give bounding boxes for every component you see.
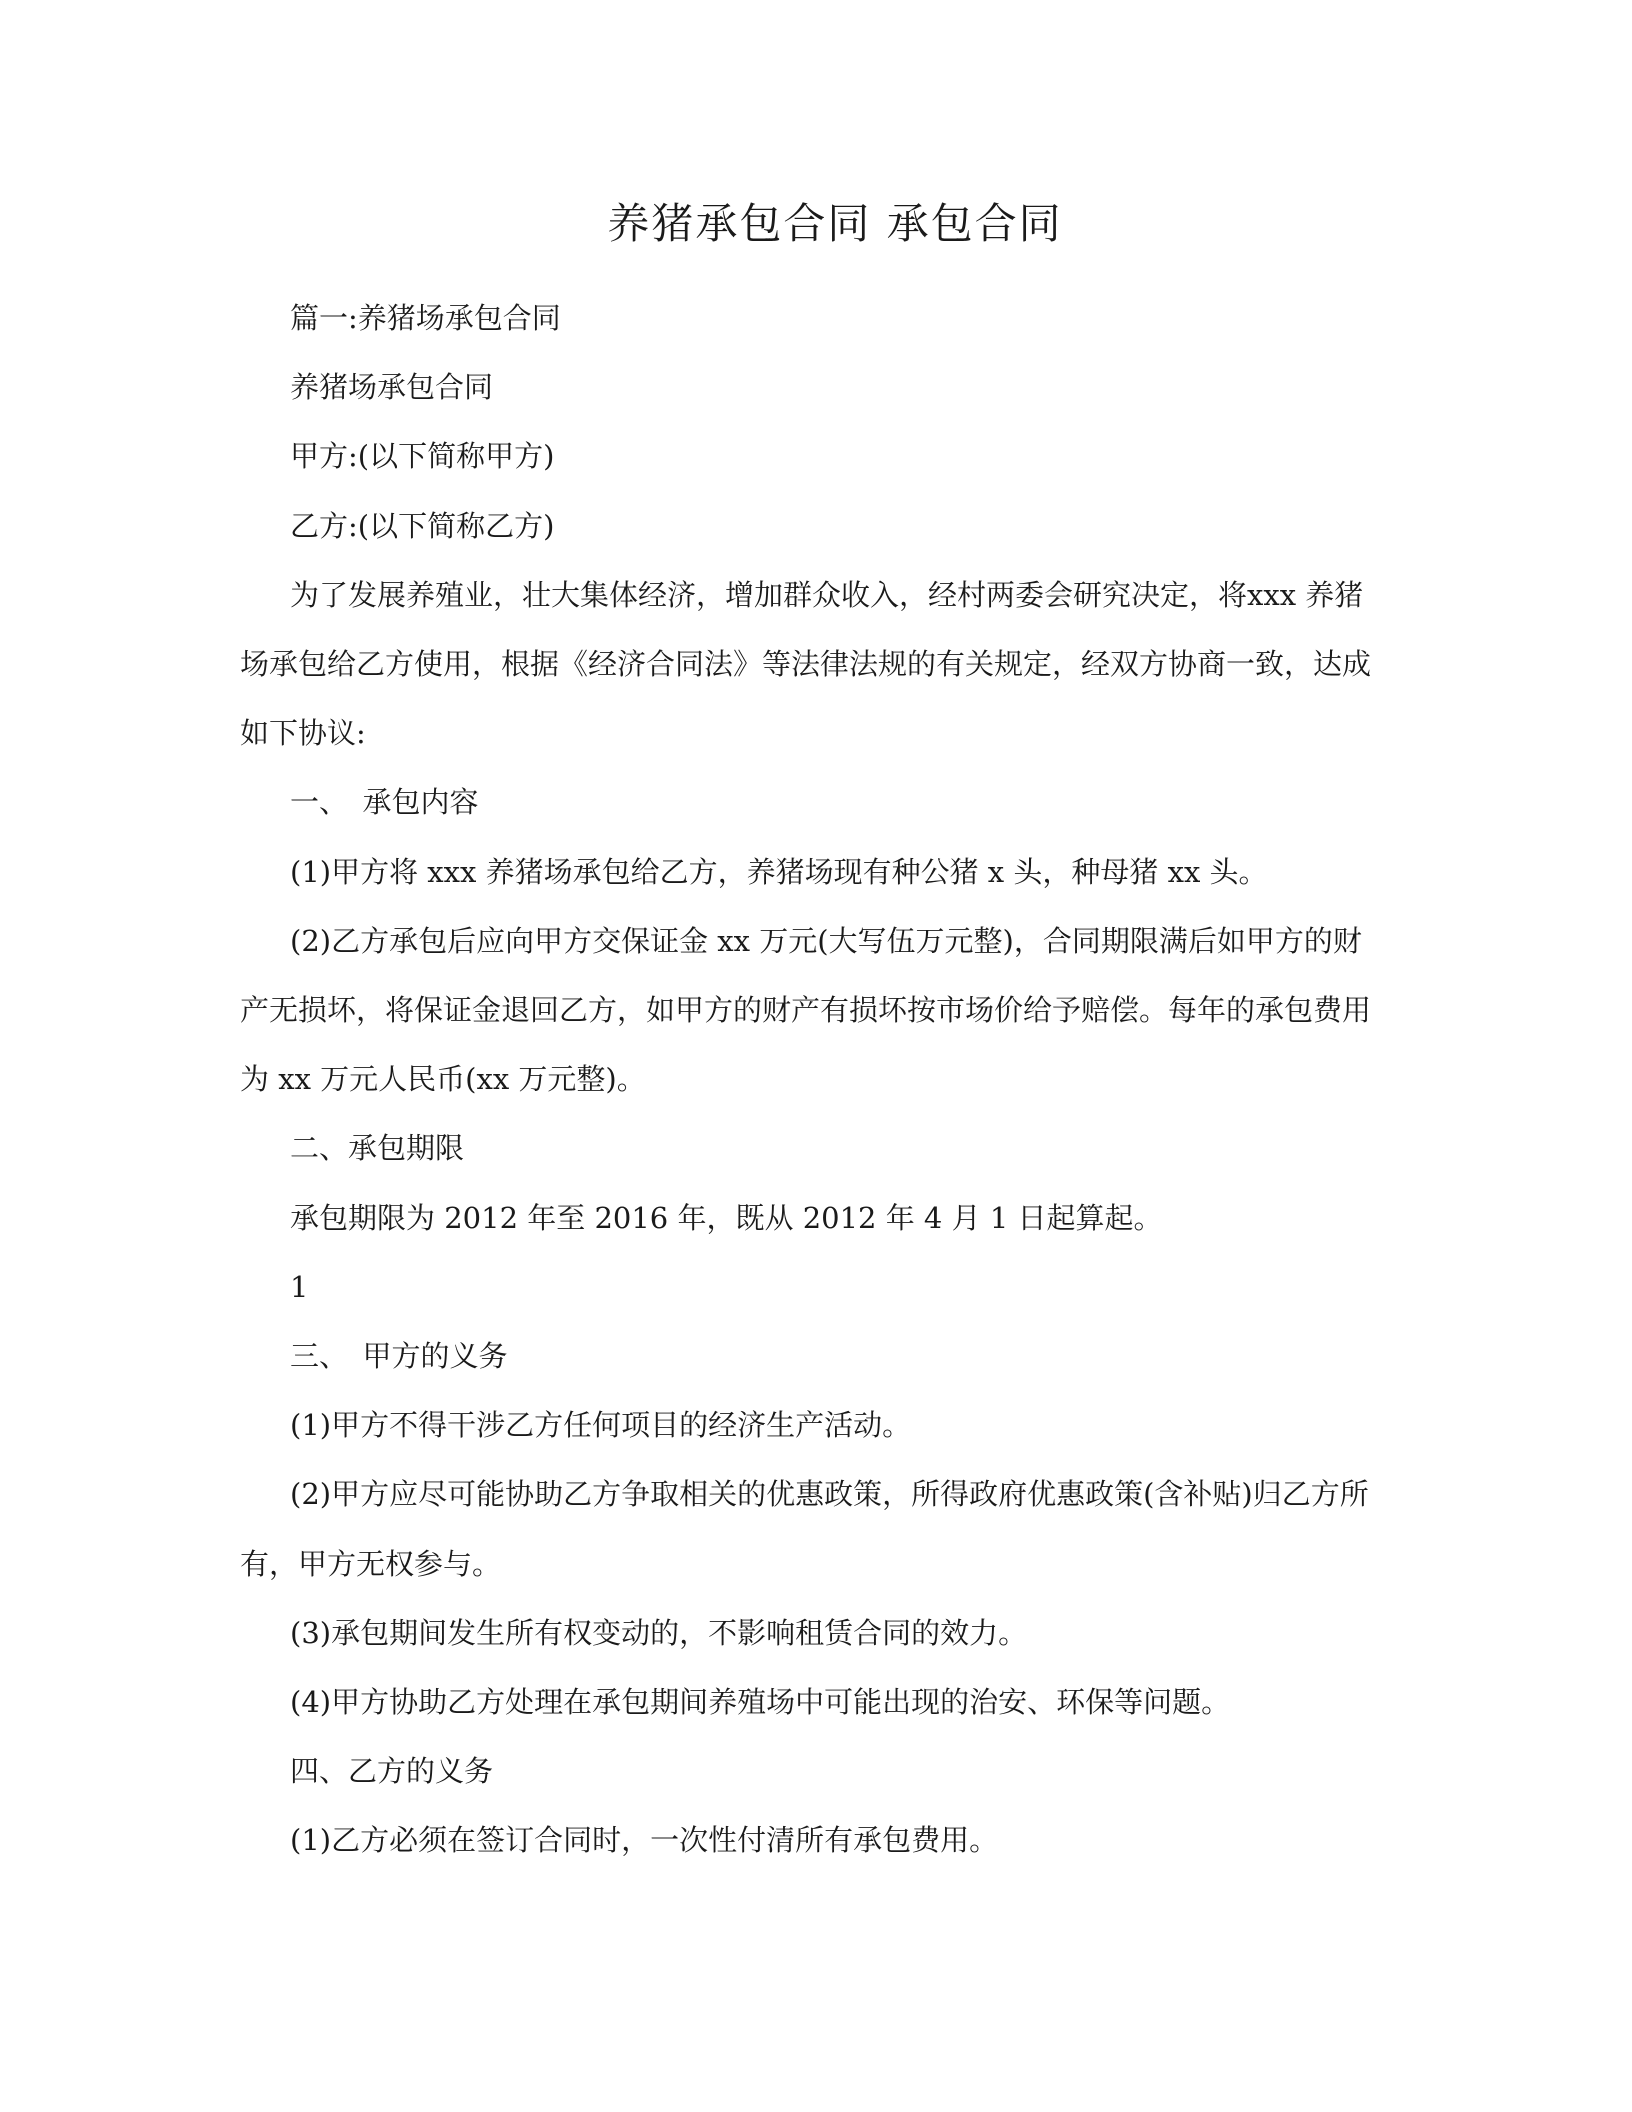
- section-heading-contract-term: 二、承包期限: [290, 1131, 465, 1166]
- party-b-line: 乙方:(以下简称乙方): [290, 508, 555, 543]
- clause-3-1: (1)甲方不得干涉乙方任何项目的经济生产活动。: [290, 1408, 912, 1443]
- preamble-paragraph: 为了发展养殖业，壮大集体经济，增加群众收入，经村两委会研究决定，将xxx 养猪场承包给乙方使用，根据《经济合同法》等法律法规的有关规定，经双方协商一致，达成如下协议:: [240, 577, 1372, 751]
- contract-name: 养猪场承包合同: [290, 370, 494, 405]
- document-body: [240, 284, 1390, 1876]
- section-heading-party-a-obligations: 三、 甲方的义务: [290, 1339, 508, 1374]
- clause-3-4: (4)甲方协助乙方处理在承包期间养殖场中可能出现的治安、环保等问题。: [290, 1685, 1231, 1720]
- clause-3-3: (3)承包期间发生所有权变动的，不影响租赁合同的效力。: [290, 1615, 1028, 1650]
- contract-term-text: 承包期限为 2012 年至 2016 年，既从 2012 年 4 月 1 日起算起。: [290, 1200, 1163, 1235]
- clause-4-1: (1)乙方必须在签订合同时，一次性付清所有承包费用。: [290, 1823, 999, 1858]
- clause-1-1: (1)甲方将 xxx 养猪场承包给乙方，养猪场现有种公猪 x 头，种母猪 xx 头。: [290, 854, 1268, 889]
- document-title: 养猪承包合同 承包合同: [607, 199, 1063, 248]
- section-heading-part-one: 篇一:养猪场承包合同: [290, 301, 561, 335]
- clause-1-2: (2)乙方承包后应向甲方交保证金 xx 万元(大写伍万元整)，合同期限满后如甲方的财产无损坏，将保证金退回乙方，如甲方的财产有损坏按市场价给予赔偿。每年的承包费用为 xx 万元人民币(xx 万元整)。: [240, 923, 1372, 1097]
- clause-3-2: (2)甲方应尽可能协助乙方争取相关的优惠政策，所得政府优惠政策(含补贴)归乙方所有，甲方无权参与。: [240, 1477, 1369, 1581]
- section-heading-contract-content: 一、 承包内容: [290, 785, 479, 820]
- section-heading-party-b-obligations: 四、乙方的义务: [290, 1754, 494, 1789]
- page-number: 1: [290, 1269, 309, 1304]
- party-a-line: 甲方:(以下简称甲方): [290, 439, 555, 474]
